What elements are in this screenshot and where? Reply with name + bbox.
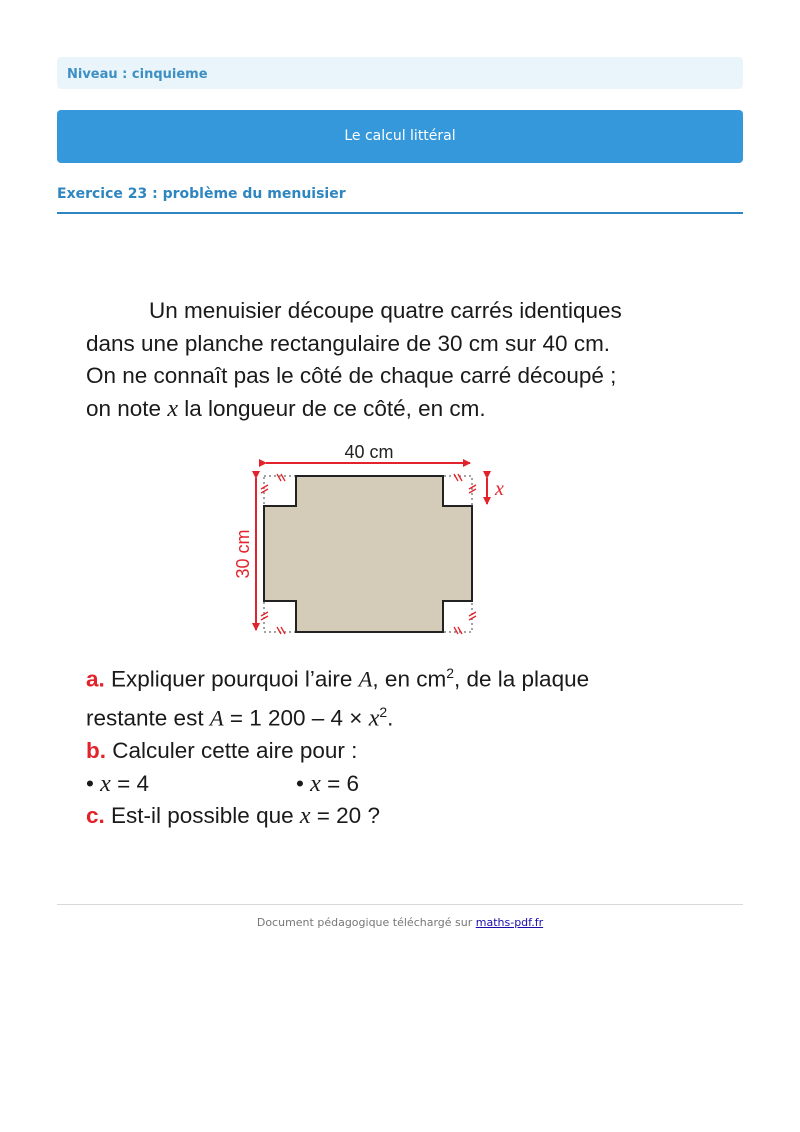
footer-text: Document pédagogique téléchargé sur [256, 916, 476, 929]
question-a-unit-exponent: 2 [446, 665, 454, 681]
variable-x: x [299, 803, 311, 829]
question-c-text-end: = 20 ? [310, 803, 380, 828]
level-banner [57, 57, 743, 89]
question-a-line-2 [86, 696, 726, 735]
level-label: Niveau : cinquieme [67, 67, 208, 82]
variable-x: x [167, 395, 178, 422]
question-c-label: c. [86, 803, 105, 828]
question-a-unit: , en cm [372, 666, 447, 692]
formula-period: . [387, 705, 394, 731]
question-a-line-2-pre: restante est [86, 705, 210, 731]
question-b-label: b. [86, 738, 106, 763]
question-a-text: Expliquer pourquoi l’aire [104, 666, 359, 692]
area-symbol: A [209, 705, 224, 731]
exercise-statement [86, 295, 726, 425]
footer-link[interactable]: maths-pdf.fr [475, 916, 544, 929]
question-a-line-1 [86, 657, 726, 696]
footer-divider [57, 904, 743, 905]
variable-x: x [100, 770, 111, 797]
exercise-title: Exercice 23 : problème du menuisier [57, 186, 743, 214]
question-b-item-2 [296, 768, 359, 801]
statement-line-2: dans une planche rectangulaire de 30 cm sur 40 cm. [86, 330, 611, 356]
plank-figure [225, 438, 515, 643]
variable-x: x [368, 705, 380, 732]
footer [57, 916, 743, 929]
statement-line-4-pre: on note [86, 395, 168, 421]
bullet: • [86, 770, 94, 796]
bullet: • [296, 770, 304, 796]
question-a-label: a. [86, 666, 105, 692]
area-symbol: A [358, 666, 373, 692]
exercise-questions [86, 657, 726, 833]
formula-exponent: 2 [379, 704, 388, 720]
variable-x: x [310, 770, 321, 797]
question-a-text-end: , de la plaque [454, 666, 590, 692]
side-x-label: x [495, 478, 504, 500]
remaining-plate [264, 476, 472, 632]
question-c-text: Est-il possible que [104, 803, 300, 828]
statement-line-1: Un menuisier découpe quatre carrés identiques [149, 298, 622, 323]
width-label: 40 cm [344, 442, 394, 462]
question-c-line [86, 800, 726, 833]
question-b-value-2: = 6 [320, 770, 359, 796]
question-b-value-1: = 4 [110, 770, 149, 796]
question-b-line [86, 735, 726, 768]
statement-line-3: On ne connaît pas le côté de chaque carré découpé ; [86, 363, 617, 388]
statement-line-4 [86, 393, 726, 426]
question-b-items [86, 768, 726, 801]
height-label: 30 cm [233, 529, 253, 579]
statement-line-4-post: la longueur de ce côté, en cm. [177, 395, 486, 421]
area-formula: = 1 200 – 4 × [223, 705, 369, 731]
question-b-text: Calculer cette aire pour : [106, 738, 358, 763]
chapter-title-bar: Le calcul littéral [57, 110, 743, 163]
question-b-item-1 [86, 771, 149, 796]
